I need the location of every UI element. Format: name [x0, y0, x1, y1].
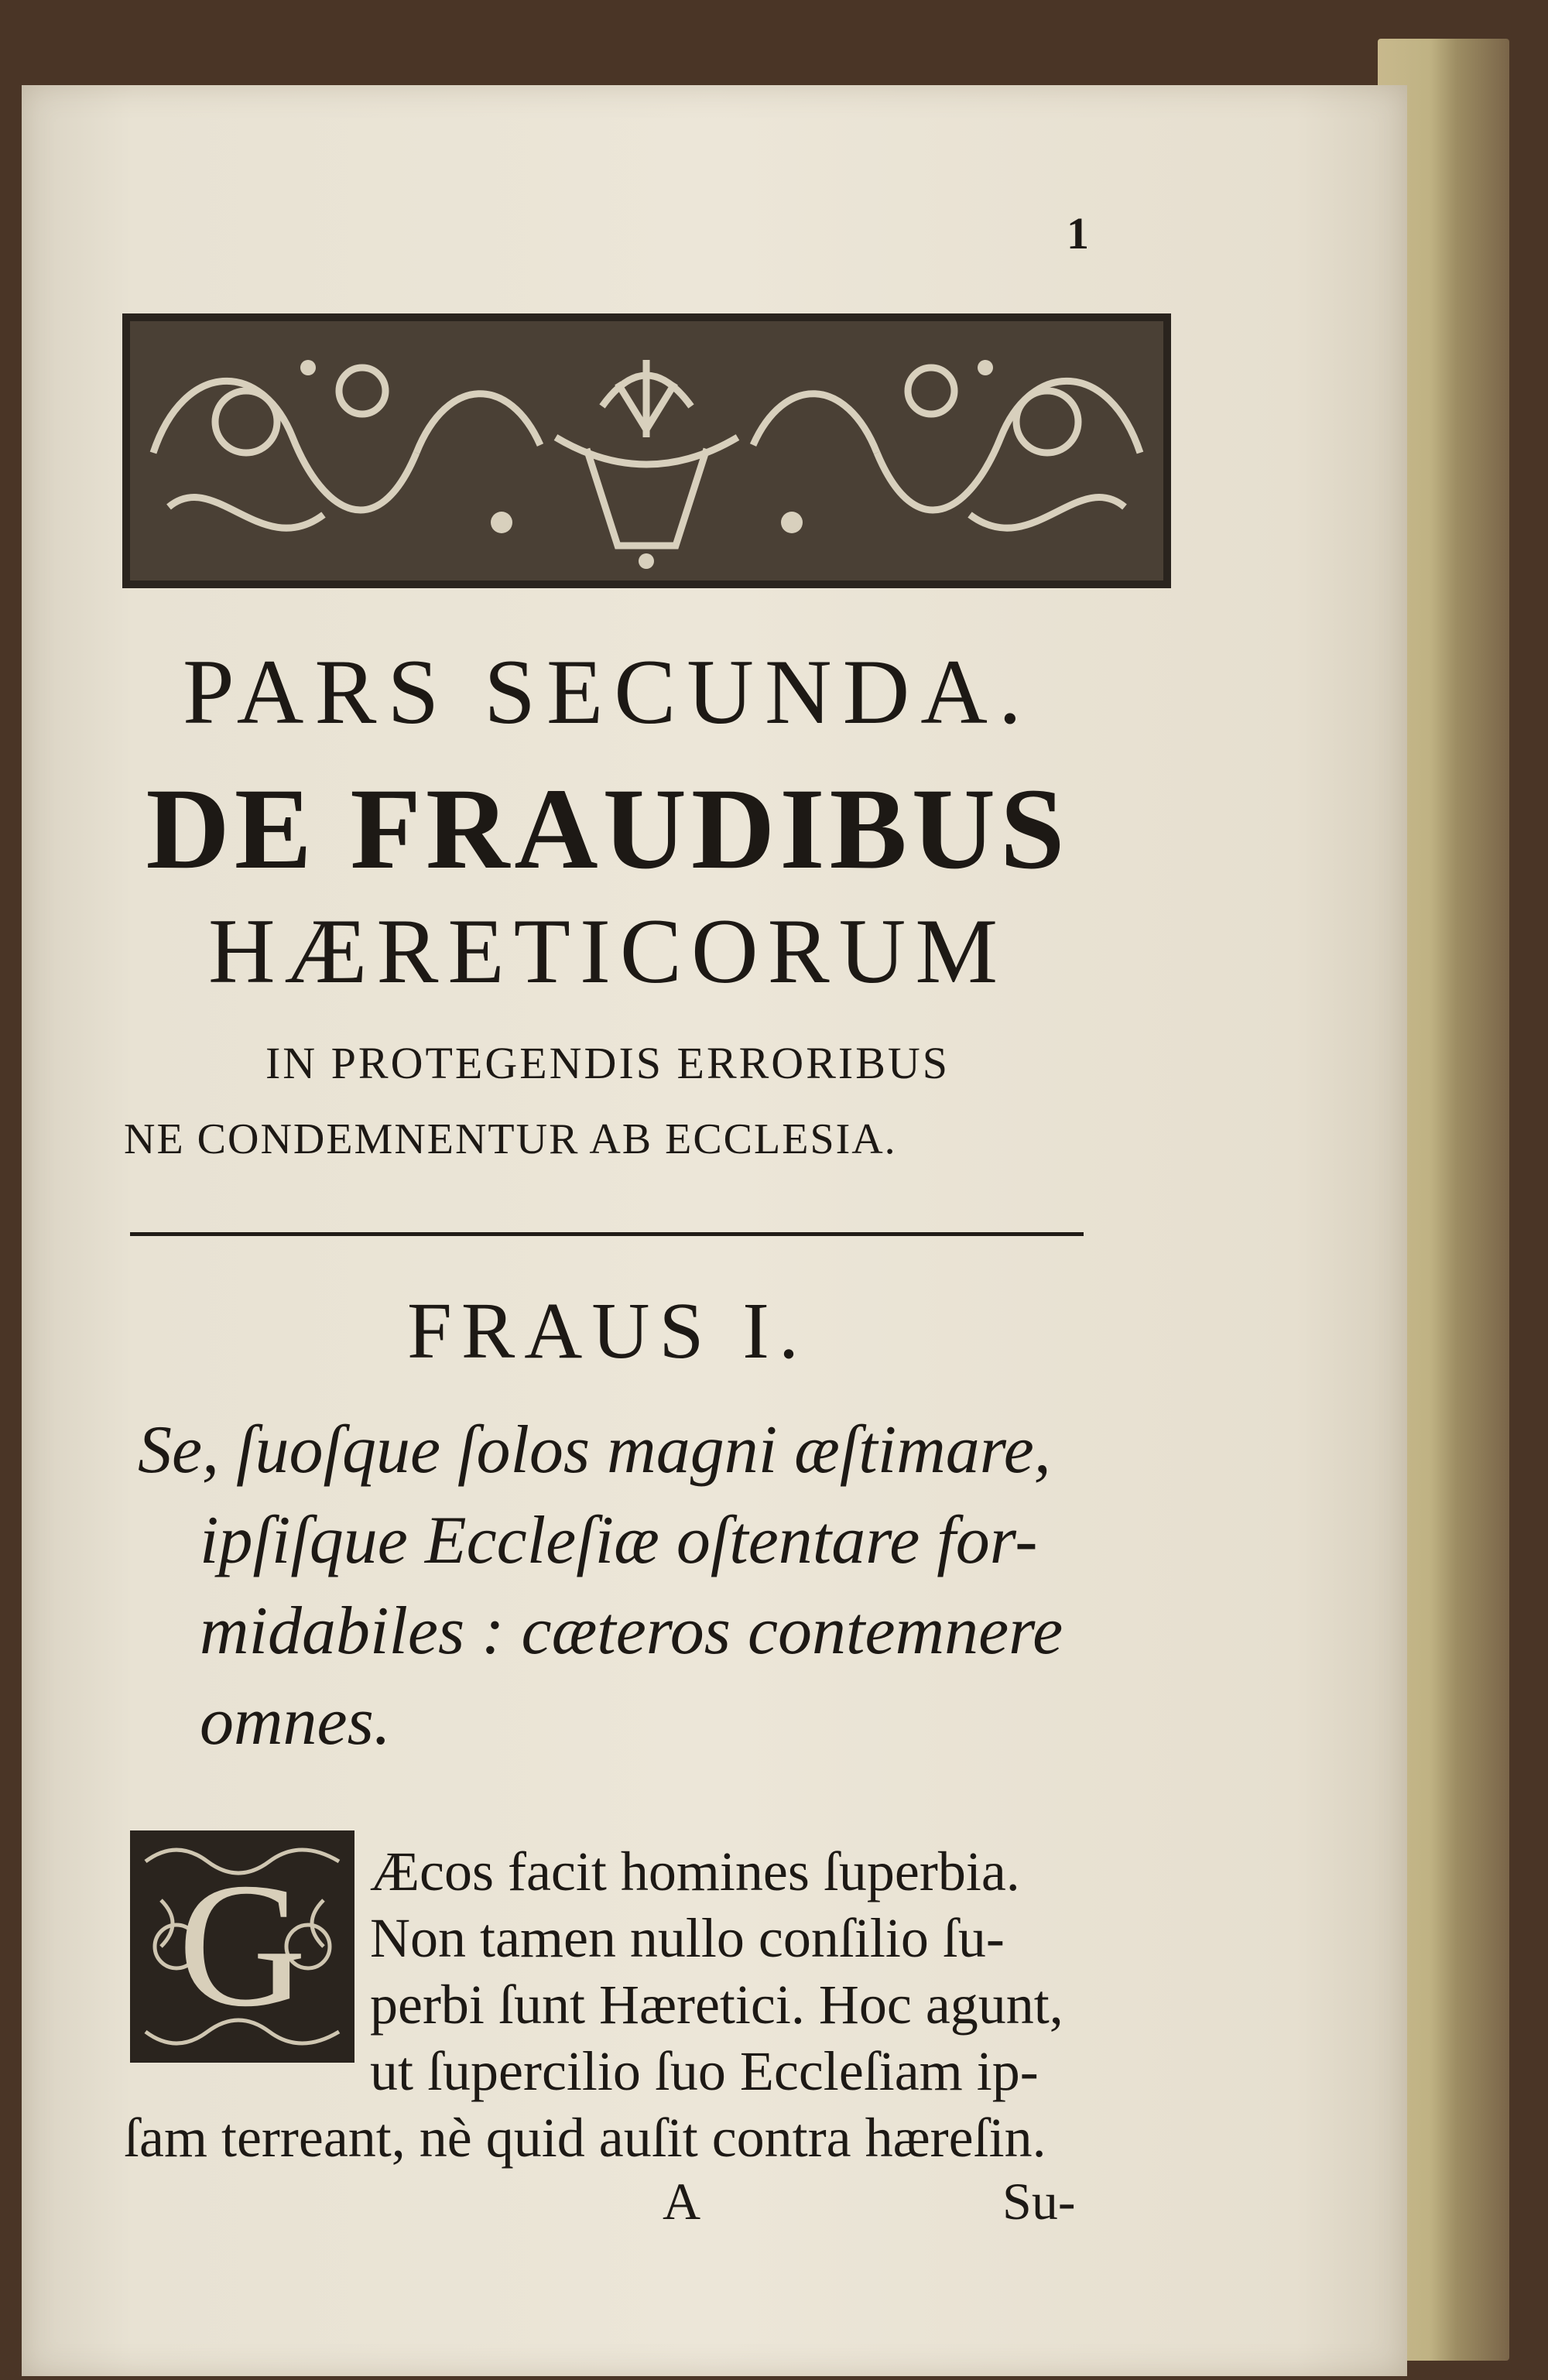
part-heading: PARS SECUNDA.: [183, 640, 1033, 743]
signature-mark: A: [663, 2172, 701, 2231]
horizontal-rule: [130, 1232, 1084, 1236]
summary-line: midabiles : cæteros contemnere: [200, 1594, 1063, 1669]
section-heading: FRAUS I.: [407, 1286, 808, 1375]
body-paragraph: [124, 1838, 1099, 2171]
summary-line: Se, ſuoſque ſolos magni æſtimare,: [138, 1413, 1051, 1488]
body-line: perbi ſunt Hæretici. Hoc agunt,: [370, 1974, 1063, 2036]
page-number: 1: [1067, 208, 1089, 259]
main-title: DE FRAUDIBUS: [146, 765, 1070, 893]
summary-line: ipſiſque Eccleſiæ oſtentare for-: [200, 1503, 1038, 1578]
summary-line: omnes.: [200, 1684, 391, 1759]
body-line: Æcos facit homines ſuperbia.: [370, 1841, 1020, 1902]
subtitle-line-3: NE CONDEMNENTUR AB ECCLESIA.: [124, 1115, 897, 1163]
body-line: Non tamen nullo conſilio ſu-: [370, 1907, 1005, 1969]
catchword: Su-: [1002, 2172, 1076, 2231]
body-line: ut ſupercilio ſuo Eccleſiam ip-: [370, 2040, 1039, 2102]
body-line: ſam terreant, nè quid auſit contra hæreſin.: [124, 2107, 1046, 2169]
subtitle: HÆRETICORUM: [207, 899, 1008, 1002]
section-summary: [138, 1405, 1105, 1767]
ornamental-headpiece-icon: [122, 313, 1171, 588]
drop-cap-letter: G: [177, 1846, 307, 2043]
subtitle-line-2: IN PROTEGENDIS ERRORIBUS: [265, 1038, 950, 1088]
